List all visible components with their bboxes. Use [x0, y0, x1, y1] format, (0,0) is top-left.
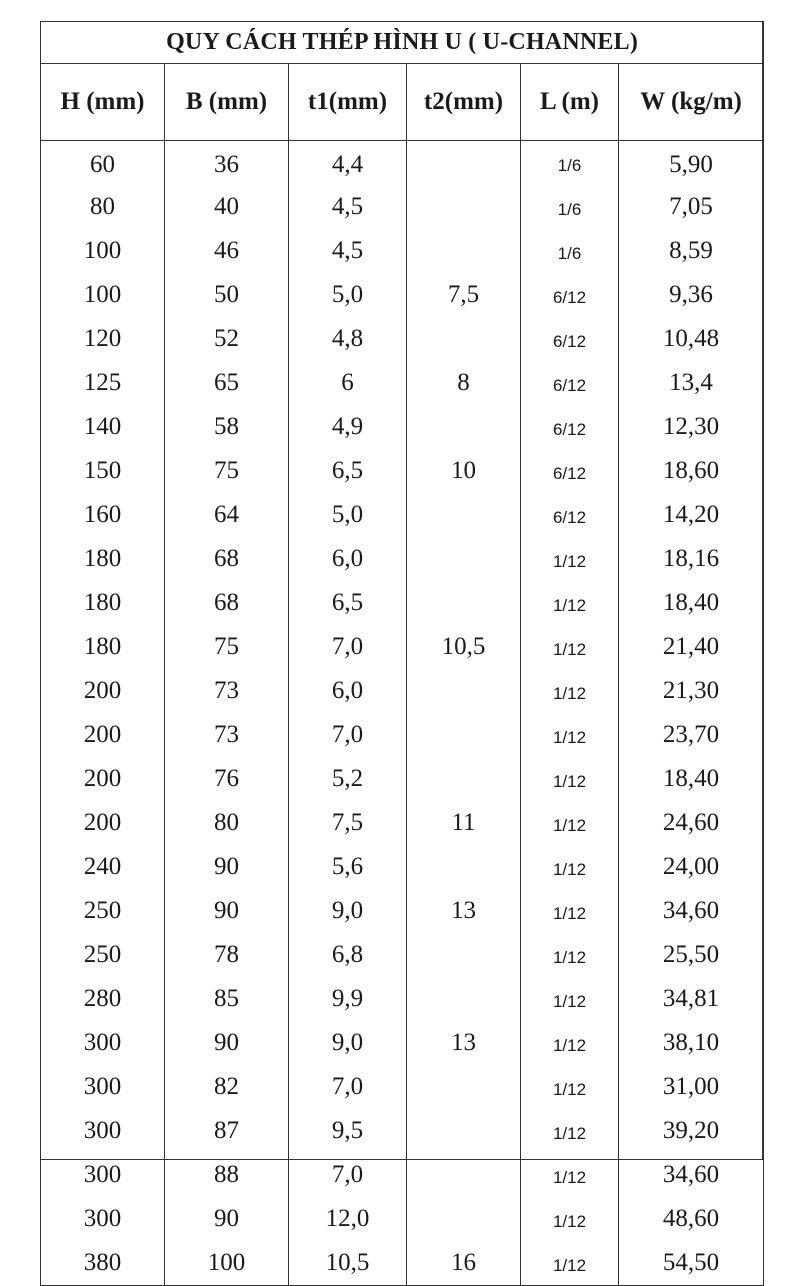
table-row [41, 317, 764, 361]
cell-t1: 9,0 [289, 1021, 407, 1065]
cell-h: 80 [41, 185, 165, 229]
cell-h: 160 [41, 493, 165, 537]
cell-h: 180 [41, 537, 165, 581]
table-row [41, 361, 764, 405]
cell-t1: 6 [289, 361, 407, 405]
cell-t2 [407, 1065, 521, 1109]
cell-t2 [407, 581, 521, 625]
cell-t1: 7,5 [289, 801, 407, 845]
cell-h: 300 [41, 1153, 165, 1197]
cell-length: 1/12 [521, 889, 619, 933]
column-header-t1: t1(mm) [289, 64, 407, 141]
table-row [41, 229, 764, 273]
cell-t2 [407, 141, 521, 186]
table-row [41, 537, 764, 581]
cell-b: 90 [165, 1197, 289, 1241]
cell-b: 75 [165, 625, 289, 669]
cell-h: 200 [41, 757, 165, 801]
table-row [41, 405, 764, 449]
cell-weight: 18,16 [619, 537, 764, 581]
table-row [41, 933, 764, 977]
table-row [41, 1197, 764, 1241]
column-header-weight: W (kg/m) [619, 64, 764, 141]
table-row [41, 801, 764, 845]
cell-t2 [407, 185, 521, 229]
cell-b: 82 [165, 1065, 289, 1109]
cell-length: 1/12 [521, 1021, 619, 1065]
cell-b: 75 [165, 449, 289, 493]
cell-t1: 12,0 [289, 1197, 407, 1241]
cell-t2: 8 [407, 361, 521, 405]
cell-length: 1/12 [521, 801, 619, 845]
cell-t2 [407, 845, 521, 889]
cell-t2 [407, 405, 521, 449]
cell-t1: 10,5 [289, 1241, 407, 1286]
cell-weight: 18,40 [619, 581, 764, 625]
cell-b: 50 [165, 273, 289, 317]
cell-weight: 12,30 [619, 405, 764, 449]
cell-weight: 24,60 [619, 801, 764, 845]
table-row [41, 845, 764, 889]
cell-h: 100 [41, 273, 165, 317]
table-row [41, 625, 764, 669]
cell-weight: 39,20 [619, 1109, 764, 1153]
cell-b: 58 [165, 405, 289, 449]
cell-t2 [407, 1109, 521, 1153]
cell-weight: 34,60 [619, 889, 764, 933]
cell-length: 1/6 [521, 229, 619, 273]
cell-b: 52 [165, 317, 289, 361]
cell-t2: 13 [407, 889, 521, 933]
cell-h: 280 [41, 977, 165, 1021]
cell-t2 [407, 757, 521, 801]
cell-t2: 13 [407, 1021, 521, 1065]
cell-weight: 34,81 [619, 977, 764, 1021]
table-row [41, 713, 764, 757]
cell-b: 73 [165, 669, 289, 713]
cell-b: 68 [165, 581, 289, 625]
cell-t2 [407, 669, 521, 713]
cell-t1: 9,0 [289, 889, 407, 933]
cell-h: 250 [41, 933, 165, 977]
cell-weight: 5,90 [619, 141, 764, 186]
table-title: QUY CÁCH THÉP HÌNH U ( U-CHANNEL) [41, 22, 764, 64]
cell-weight: 21,30 [619, 669, 764, 713]
cell-t1: 6,5 [289, 581, 407, 625]
cell-weight: 8,59 [619, 229, 764, 273]
cell-b: 90 [165, 889, 289, 933]
table-row [41, 889, 764, 933]
cell-b: 73 [165, 713, 289, 757]
cell-length: 6/12 [521, 449, 619, 493]
cell-t1: 9,9 [289, 977, 407, 1021]
cell-b: 85 [165, 977, 289, 1021]
cell-b: 90 [165, 845, 289, 889]
cell-t1: 7,0 [289, 1153, 407, 1197]
table-row [41, 493, 764, 537]
table-row [41, 1241, 764, 1286]
cell-length: 1/12 [521, 1153, 619, 1197]
cell-t1: 6,8 [289, 933, 407, 977]
cell-h: 300 [41, 1021, 165, 1065]
cell-length: 1/12 [521, 757, 619, 801]
cell-b: 64 [165, 493, 289, 537]
cell-t2 [407, 537, 521, 581]
cell-length: 1/12 [521, 581, 619, 625]
cell-weight: 34,60 [619, 1153, 764, 1197]
cell-t1: 9,5 [289, 1109, 407, 1153]
cell-t2: 10,5 [407, 625, 521, 669]
cell-t2 [407, 713, 521, 757]
cell-h: 180 [41, 625, 165, 669]
cell-length: 1/6 [521, 141, 619, 186]
cell-b: 65 [165, 361, 289, 405]
cell-b: 46 [165, 229, 289, 273]
cell-weight: 24,00 [619, 845, 764, 889]
cell-length: 1/12 [521, 625, 619, 669]
cell-length: 6/12 [521, 361, 619, 405]
table-row [41, 1065, 764, 1109]
cell-t1: 4,4 [289, 141, 407, 186]
cell-t2: 7,5 [407, 273, 521, 317]
cell-length: 1/12 [521, 933, 619, 977]
column-header-h: H (mm) [41, 64, 165, 141]
cell-t2 [407, 317, 521, 361]
cell-weight: 25,50 [619, 933, 764, 977]
table-row [41, 757, 764, 801]
cell-weight: 38,10 [619, 1021, 764, 1065]
cell-weight: 21,40 [619, 625, 764, 669]
cell-b: 87 [165, 1109, 289, 1153]
cell-h: 380 [41, 1241, 165, 1286]
cell-h: 100 [41, 229, 165, 273]
cell-length: 1/12 [521, 845, 619, 889]
table-row [41, 273, 764, 317]
cell-b: 36 [165, 141, 289, 186]
cell-weight: 31,00 [619, 1065, 764, 1109]
column-header-b: B (mm) [165, 64, 289, 141]
table-body [41, 141, 764, 1286]
cell-t1: 7,0 [289, 625, 407, 669]
cell-t2: 11 [407, 801, 521, 845]
cell-t1: 6,0 [289, 537, 407, 581]
cell-weight: 54,50 [619, 1241, 764, 1286]
cell-length: 1/12 [521, 669, 619, 713]
table-row [41, 1153, 764, 1197]
cell-length: 1/12 [521, 537, 619, 581]
cell-h: 150 [41, 449, 165, 493]
cell-h: 200 [41, 669, 165, 713]
cell-t2 [407, 933, 521, 977]
table-row [41, 141, 764, 186]
cell-length: 1/6 [521, 185, 619, 229]
cell-length: 6/12 [521, 317, 619, 361]
cell-t1: 6,0 [289, 669, 407, 713]
cell-weight: 18,40 [619, 757, 764, 801]
cell-length: 1/12 [521, 1241, 619, 1286]
table-row [41, 669, 764, 713]
cell-h: 300 [41, 1197, 165, 1241]
table-row [41, 581, 764, 625]
cell-b: 76 [165, 757, 289, 801]
cell-h: 300 [41, 1109, 165, 1153]
u-channel-spec-table [40, 21, 764, 1286]
cell-b: 90 [165, 1021, 289, 1065]
cell-h: 60 [41, 141, 165, 186]
cell-h: 140 [41, 405, 165, 449]
cell-weight: 14,20 [619, 493, 764, 537]
cell-length: 6/12 [521, 405, 619, 449]
column-header-t2: t2(mm) [407, 64, 521, 141]
cell-t1: 4,5 [289, 229, 407, 273]
cell-weight: 48,60 [619, 1197, 764, 1241]
cell-b: 40 [165, 185, 289, 229]
cell-t1: 5,2 [289, 757, 407, 801]
cell-weight: 10,48 [619, 317, 764, 361]
cell-h: 200 [41, 713, 165, 757]
cell-t2: 16 [407, 1241, 521, 1286]
cell-length: 6/12 [521, 273, 619, 317]
cell-t2 [407, 1197, 521, 1241]
cell-weight: 9,36 [619, 273, 764, 317]
cell-b: 68 [165, 537, 289, 581]
cell-length: 1/12 [521, 1197, 619, 1241]
cell-h: 250 [41, 889, 165, 933]
cell-h: 120 [41, 317, 165, 361]
cell-b: 100 [165, 1241, 289, 1286]
table-row [41, 1109, 764, 1153]
cell-t2 [407, 229, 521, 273]
cell-h: 200 [41, 801, 165, 845]
table-row [41, 1021, 764, 1065]
cell-h: 300 [41, 1065, 165, 1109]
cell-t1: 7,0 [289, 713, 407, 757]
cell-b: 88 [165, 1153, 289, 1197]
cell-weight: 18,60 [619, 449, 764, 493]
cell-weight: 7,05 [619, 185, 764, 229]
cell-b: 80 [165, 801, 289, 845]
cell-length: 1/12 [521, 977, 619, 1021]
cell-h: 240 [41, 845, 165, 889]
cell-t2 [407, 493, 521, 537]
cell-t1: 5,6 [289, 845, 407, 889]
cell-length: 1/12 [521, 713, 619, 757]
cell-h: 125 [41, 361, 165, 405]
cell-t1: 4,9 [289, 405, 407, 449]
cell-t2: 10 [407, 449, 521, 493]
cell-t1: 4,5 [289, 185, 407, 229]
cell-length: 1/12 [521, 1065, 619, 1109]
cell-t1: 6,5 [289, 449, 407, 493]
cell-t1: 7,0 [289, 1065, 407, 1109]
cell-t2 [407, 977, 521, 1021]
cell-t1: 4,8 [289, 317, 407, 361]
table-row [41, 449, 764, 493]
cell-t2 [407, 1153, 521, 1197]
table-row [41, 977, 764, 1021]
cell-length: 1/12 [521, 1109, 619, 1153]
cell-length: 6/12 [521, 493, 619, 537]
cell-b: 78 [165, 933, 289, 977]
cell-weight: 13,4 [619, 361, 764, 405]
cell-t1: 5,0 [289, 273, 407, 317]
cell-t1: 5,0 [289, 493, 407, 537]
table-row [41, 185, 764, 229]
cell-h: 180 [41, 581, 165, 625]
cell-weight: 23,70 [619, 713, 764, 757]
column-header-length: L (m) [521, 64, 619, 141]
